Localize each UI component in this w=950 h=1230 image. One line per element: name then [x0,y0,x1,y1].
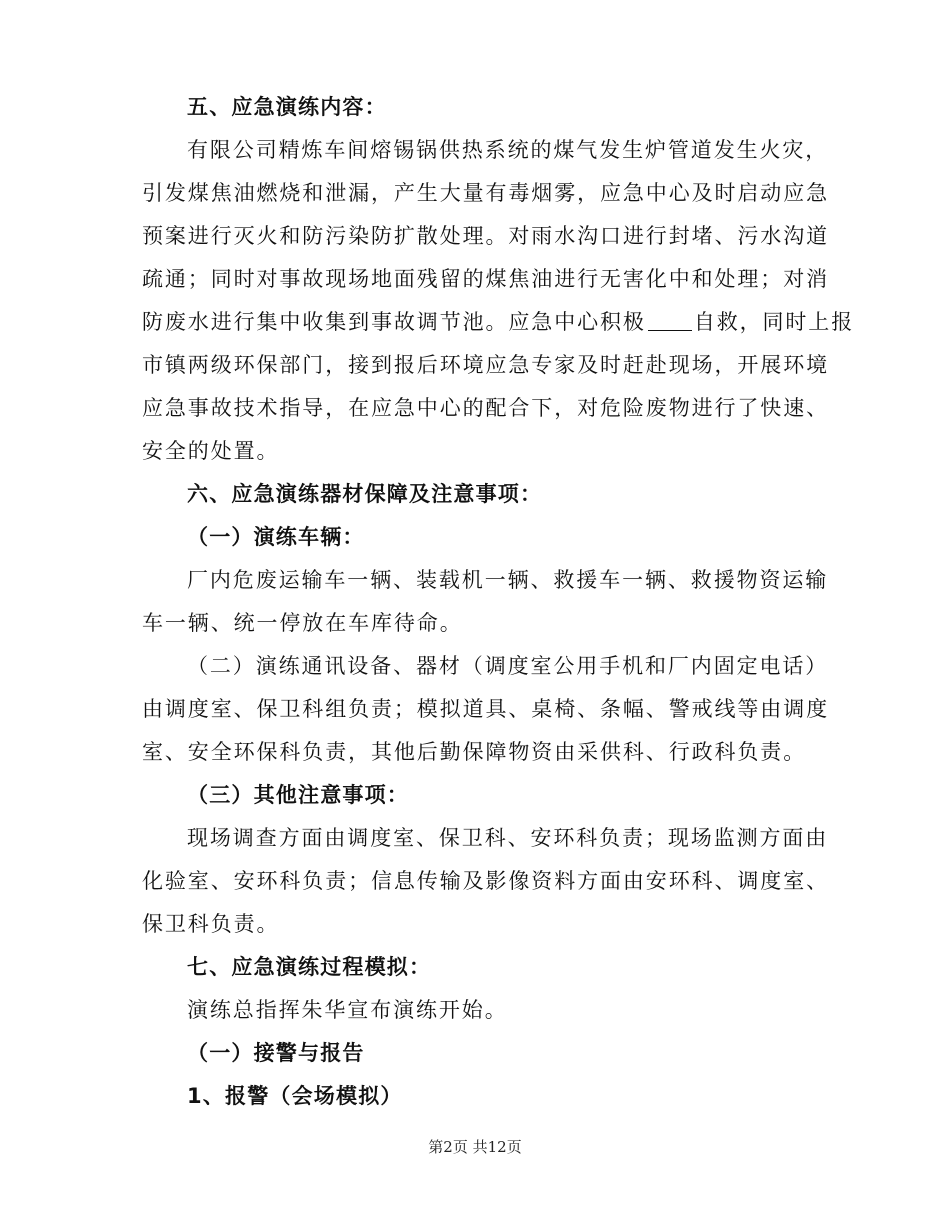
paragraph-text: 自救，同时上报 [693,310,855,334]
paragraph-line: 市镇两级环保部门，接到报后环境应急专家及时赶赴现场，开展环境 [142,353,829,377]
section-5-heading: 五、应急演练内容： [187,95,387,119]
paragraph-line: 疏通；同时对事故现场地面残留的煤焦油进行无害化中和处理；对消 [142,267,829,291]
page-footer: 第2页 共12页 [428,1138,522,1156]
paragraph-line: 预案进行灭火和防污染防扩散处理。对雨水沟口进行封堵、污水沟道 [142,224,829,248]
paragraph-line: 保卫科负责。 [142,912,280,936]
subsection-heading: 1、报警（会场模拟） [187,1084,403,1108]
subsection-heading: （一）接警与报告 [187,1041,365,1065]
paragraph-line: 演练总指挥朱华宣布演练开始。 [187,998,508,1022]
section-6-heading: 六、应急演练器材保障及注意事项： [187,482,543,506]
subsection-heading: （一）演练车辆： [187,525,365,549]
paragraph-line: 引发煤焦油燃烧和泄漏，产生大量有毒烟雾，应急中心及时启动应急 [142,181,829,205]
paragraph-text: 防废水进行集中收集到事故调节池。应急中心积极 [142,310,646,334]
paragraph-line: 现场调查方面由调度室、保卫科、安环科负责；现场监测方面由 [187,826,829,850]
paragraph-line: 室、安全环保科负责，其他后勤保障物资由采供科、行政科负责。 [142,740,807,764]
paragraph-line: 厂内危废运输车一辆、装载机一辆、救援车一辆、救援物资运输 [187,568,829,592]
paragraph-line: 安全的处置。 [142,439,280,463]
paragraph-line: （二）演练通讯设备、器材（调度室公用手机和厂内固定电话） [187,654,829,678]
subsection-heading: （三）其他注意事项： [187,783,409,807]
paragraph-line-with-blank [142,307,855,337]
paragraph-line: 应急事故技术指导，在应急中心的配合下，对危险废物进行了快速、 [142,396,829,420]
paragraph-line: 化验室、安环科负责；信息传输及影像资料方面由安环科、调度室、 [142,869,829,893]
paragraph-line: 由调度室、保卫科组负责；模拟道具、桌椅、条幅、警戒线等由调度 [142,697,829,721]
fill-in-blank [648,310,692,331]
paragraph-line: 车一辆、统一停放在车库待命。 [142,611,463,635]
section-7-heading: 七、应急演练过程模拟： [187,955,432,979]
paragraph-line: 有限公司精炼车间熔锡锅供热系统的煤气发生炉管道发生火灾， [187,138,829,162]
